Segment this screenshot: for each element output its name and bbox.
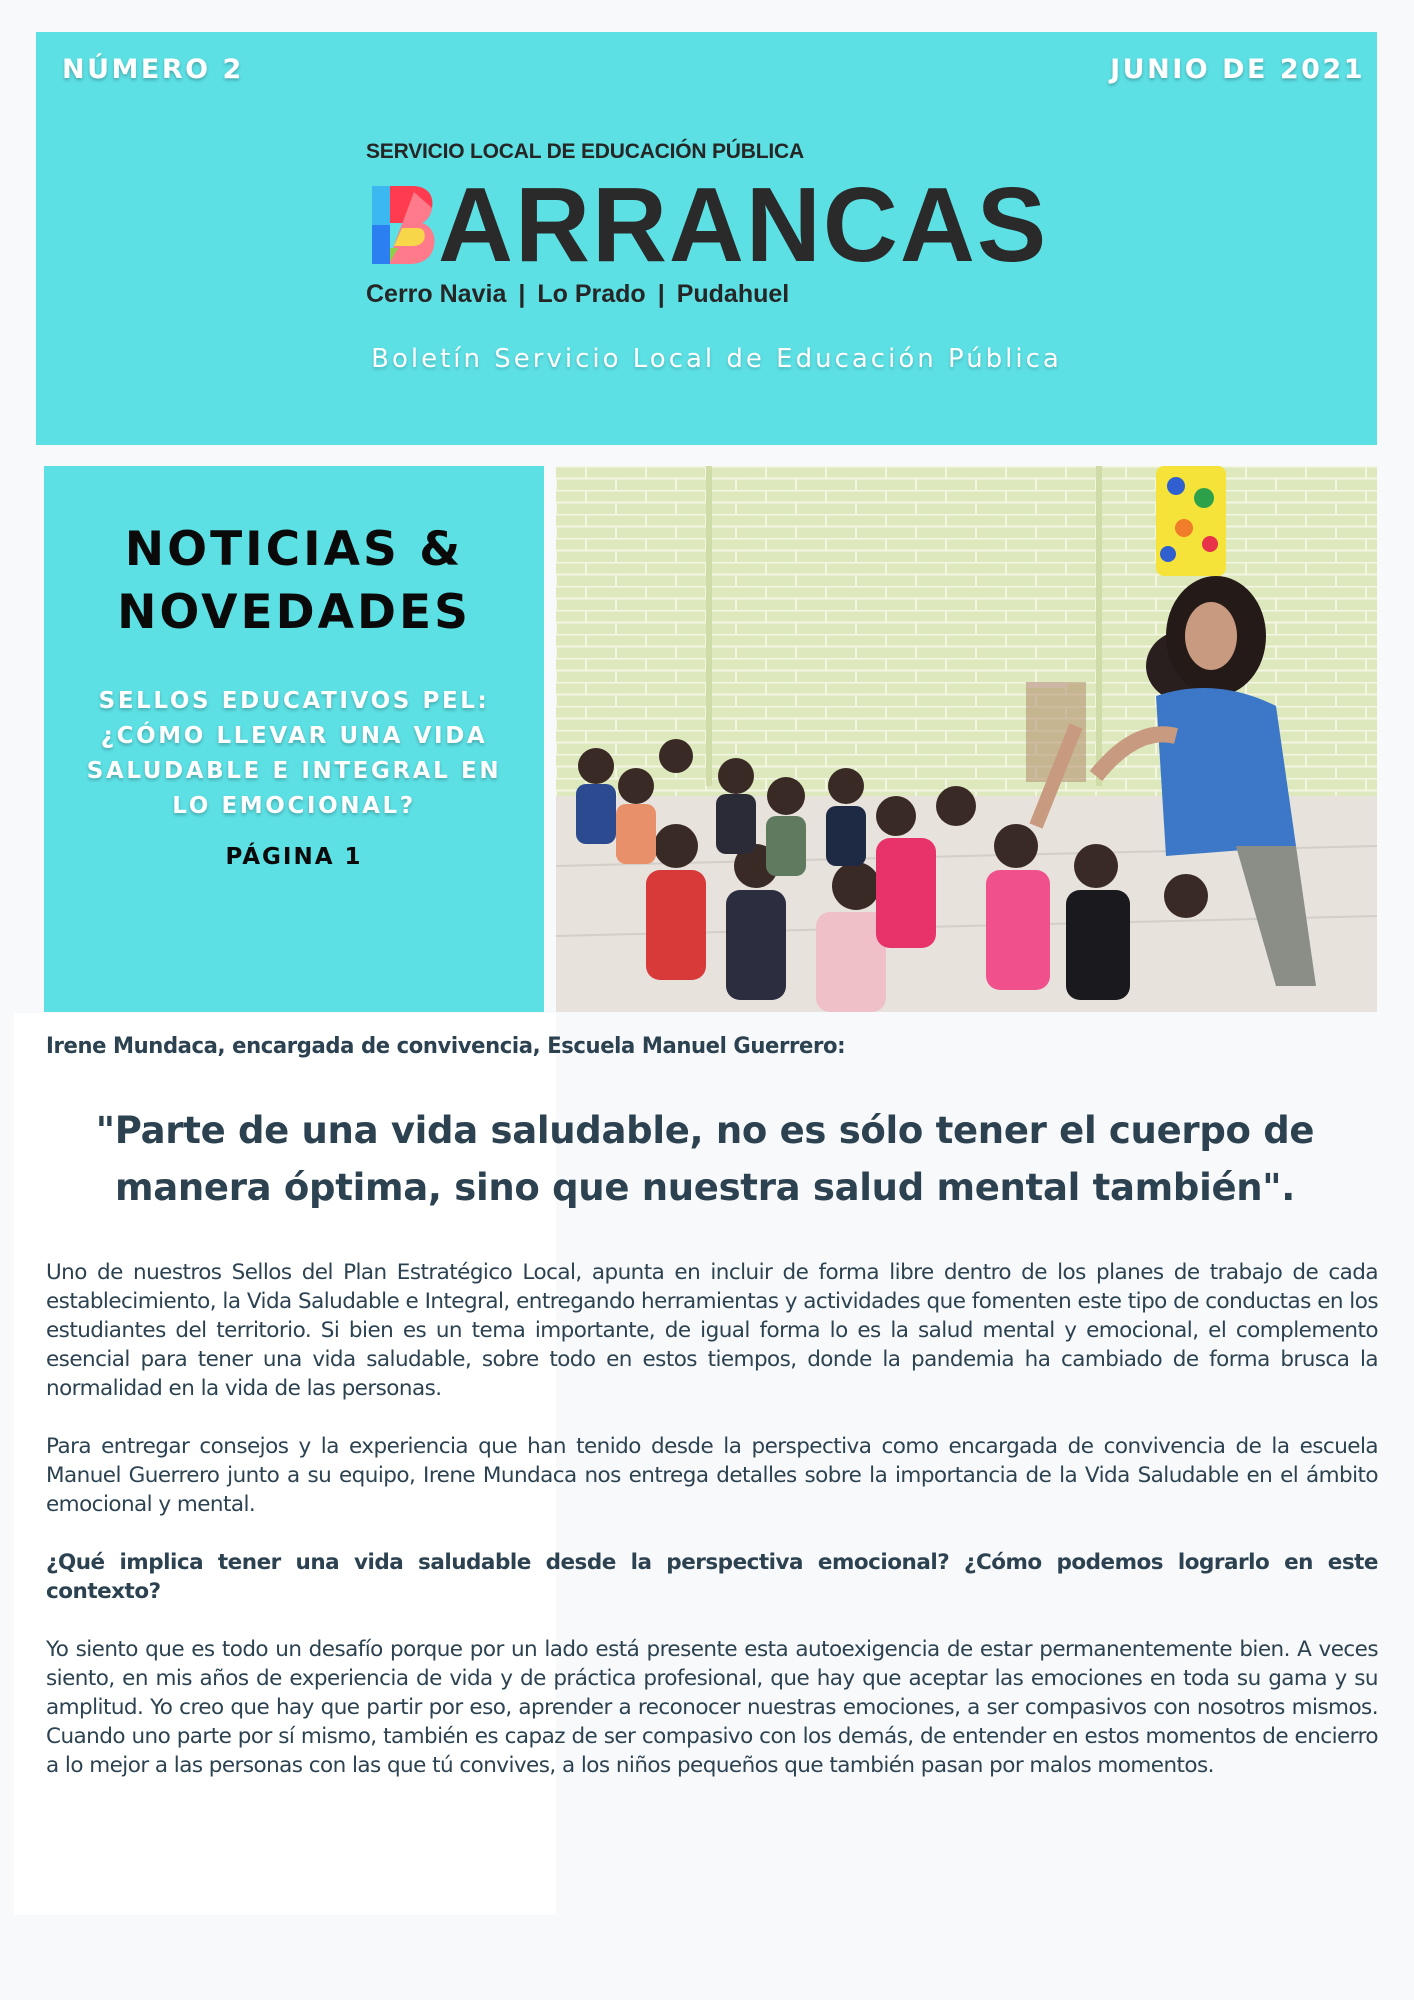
issue-number: NÚMERO 2: [62, 54, 244, 85]
news-headline: SELLOS EDUCATIVOS PEL: ¿CÓMO LLEVAR UNA VIDA SALUDABLE E INTEGRAL EN LO EMOCIONAL?: [86, 688, 502, 819]
interview-question: ¿Qué implica tener una vida saludable desde la perspectiva emocional? ¿Cómo podemos lograrlo en este contexto?: [46, 1550, 1378, 1604]
news-section-title: [44, 518, 544, 644]
commune-lo-prado: Lo Prado: [537, 280, 646, 308]
b-logo-icon: [372, 186, 436, 264]
article-paragraph-2: Para entregar consejos y la experiencia que han tenido desde la perspectiva como encargada de convivencia de la escuela Manuel Guerrero junto a su equipo, Irene Mundaca nos entrega detalles sobre la importancia de la Vida Saludable en el ámbito emocional y mental.: [46, 1434, 1378, 1517]
barrancas-logo: [372, 166, 1061, 284]
communes-list: [366, 280, 789, 309]
commune-separator: |: [518, 280, 526, 308]
news-summary-box: [44, 466, 544, 1012]
commune-pudahuel: Pudahuel: [676, 280, 790, 308]
newsletter-header: [36, 32, 1377, 445]
article-body: [46, 1032, 1378, 1780]
article-byline: Irene Mundaca, encargada de convivencia, Escuela Manuel Guerrero:: [46, 1034, 846, 1059]
org-name: SERVICIO LOCAL DE EDUCACIÓN PÚBLICA: [366, 140, 804, 163]
children-activity-photo: [556, 466, 1377, 1012]
article-paragraph-1: Uno de nuestros Sellos del Plan Estratégico Local, apunta en incluir de forma libre dentro de los planes de trabajo de cada establecimiento, la Vida Saludable e Integral, entregando herramientas y actividades que fomenten este tipo de conductas en los estudiantes del territorio. Si bien es un tema importante, de igual forma lo es la salud mental y emocional, el complemento esencial para tener una vida saludable, sobre todo en estos tiempos, donde la pandemia ha cambiado de forma brusca la normalidad en la vida de las personas.: [46, 1260, 1378, 1401]
article-photo: [556, 466, 1377, 1012]
commune-cerro-navia: Cerro Navia: [366, 280, 507, 308]
issue-date: JUNIO DE 2021: [1110, 54, 1365, 85]
interview-answer: Yo siento que es todo un desafío porque por un lado está presente esta autoexigencia de estar permanentemente bien. A veces siento, en mis años de experiencia de vida y de práctica profesional, que hay que aceptar las emociones en toda su gama y su amplitud. Yo creo que hay que partir por eso, aprender a reconocer nuestras emociones, a ser compasivos con nosotros mismos. Cuando uno parte por sí mismo, también es capaz de ser compasivo con los demás, de entender en estos momentos de encierro a lo mejor a las personas con las que tú convives, a los niños pequeños que también pasan por malos momentos.: [46, 1637, 1378, 1778]
commune-separator: |: [657, 280, 665, 308]
newsletter-subtitle: Boletín Servicio Local de Educación Pública: [371, 344, 1062, 374]
logo-wordmark: ARRANCAS: [438, 166, 1049, 284]
news-title-line1: NOTICIAS &: [124, 522, 464, 577]
pull-quote: "Parte de una vida saludable, no es sólo tener el cuerpo de manera óptima, sino que nuestra salud mental también".: [95, 1109, 1315, 1209]
news-title-line2: NOVEDADES: [117, 585, 471, 640]
page-reference: PÁGINA 1: [225, 844, 363, 870]
